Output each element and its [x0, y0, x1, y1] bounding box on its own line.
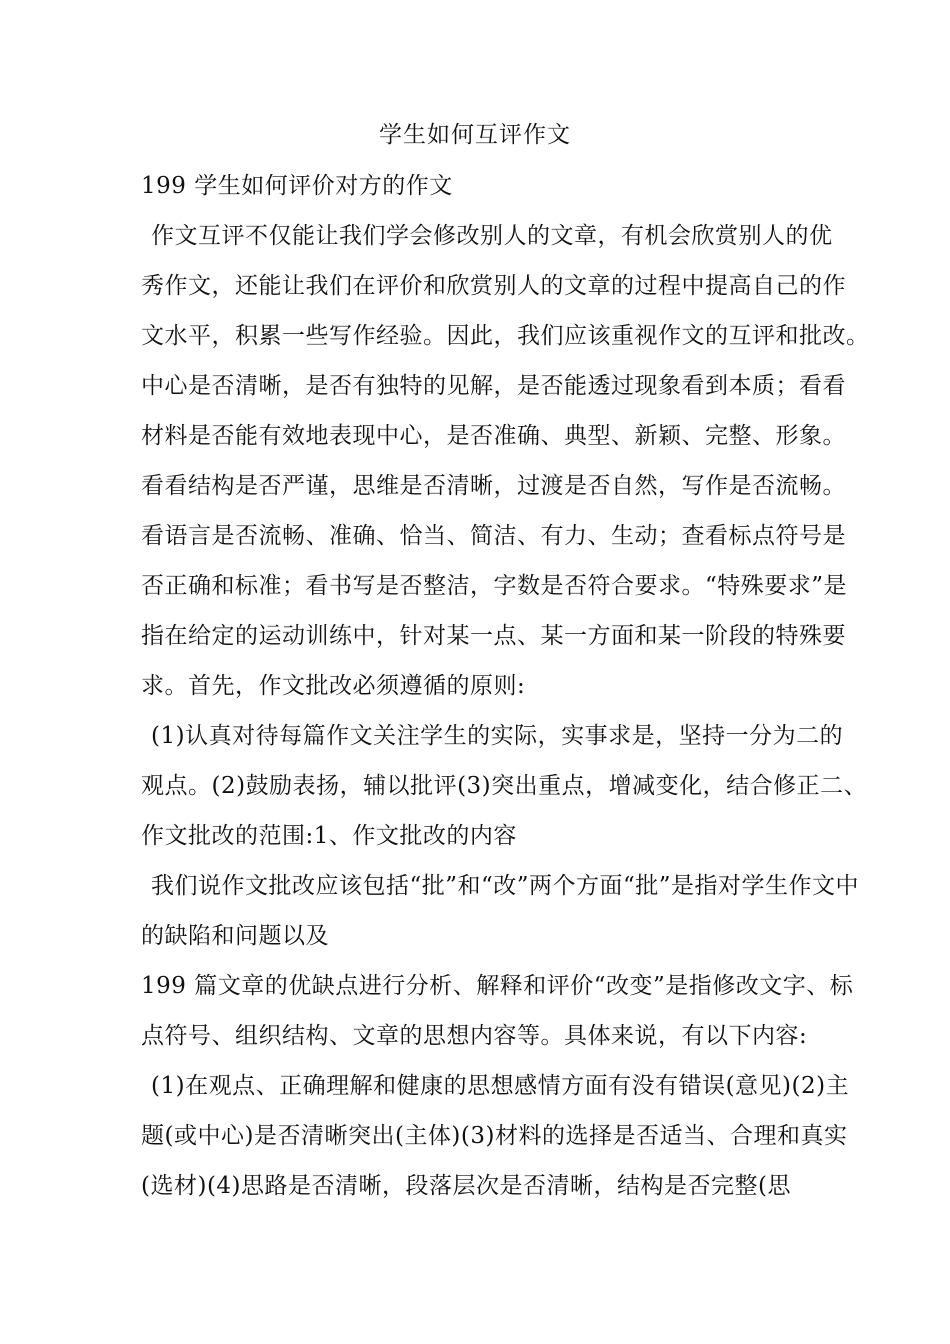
text-line: 题(或中心)是否清晰突出(主体)(3)材料的选择是否适当、合理和真实 [141, 1123, 848, 1149]
text-line: 文水平，积累一些写作经验。因此，我们应该重视作文的互评和批改。 [141, 323, 870, 349]
text-line: (1)在观点、正确理解和健康的思想感情方面有没有错误(意见)(2)主 [151, 1073, 850, 1099]
document-title: 学生如何互评作文 [379, 122, 571, 148]
text-line: 点符号、组织结构、文章的思想内容等。具体来说，有以下内容: [141, 1023, 808, 1049]
document-body [141, 161, 870, 1211]
text-line: 求。首先，作文批改必须遵循的原则: [141, 673, 526, 699]
text-line: 观点。(2)鼓励表扬，辅以批评(3)突出重点，增减变化，结合修正二、 [141, 773, 868, 799]
text-line: 指在给定的运动训练中，针对某一点、某一方面和某一阶段的特殊要 [141, 623, 846, 649]
text-line: 否正确和标准；看书写是否整洁，字数是否符合要求。“特殊要求”是 [141, 573, 848, 599]
text-line: (1)认真对待每篇作文关注学生的实际，实事求是，坚持一分为二的 [151, 723, 844, 749]
text-line: 作文批改的范围:1、作文批改的内容 [141, 823, 517, 849]
text-line: 作文互评不仅能让我们学会修改别人的文章，有机会欣赏别人的优 [151, 223, 833, 249]
text-line: 秀作文，还能让我们在评价和欣赏别人的文章的过程中提高自己的作 [141, 273, 846, 299]
text-line: 199 篇文章的优缺点进行分析、解释和评价“改变”是指修改文字、标 [141, 973, 854, 999]
text-line: 199 学生如何评价对方的作文 [141, 173, 453, 199]
text-line: 我们说作文批改应该包括“批”和“改”两个方面“批”是指对学生作文中 [151, 873, 860, 899]
text-line: 材料是否能有效地表现中心，是否准确、典型、新颖、完整、形象。 [141, 423, 846, 449]
text-line: (选材)(4)思路是否清晰，段落层次是否清晰，结构是否完整(思 [141, 1173, 791, 1199]
text-line: 的缺陷和问题以及 [141, 923, 329, 949]
text-line: 看语言是否流畅、准确、恰当、简洁、有力、生动；查看标点符号是 [141, 523, 846, 549]
text-line: 中心是否清晰，是否有独特的见解，是否能透过现象看到本质；看看 [141, 373, 846, 399]
text-line: 看看结构是否严谨，思维是否清晰，过渡是否自然，写作是否流畅。 [141, 473, 846, 499]
